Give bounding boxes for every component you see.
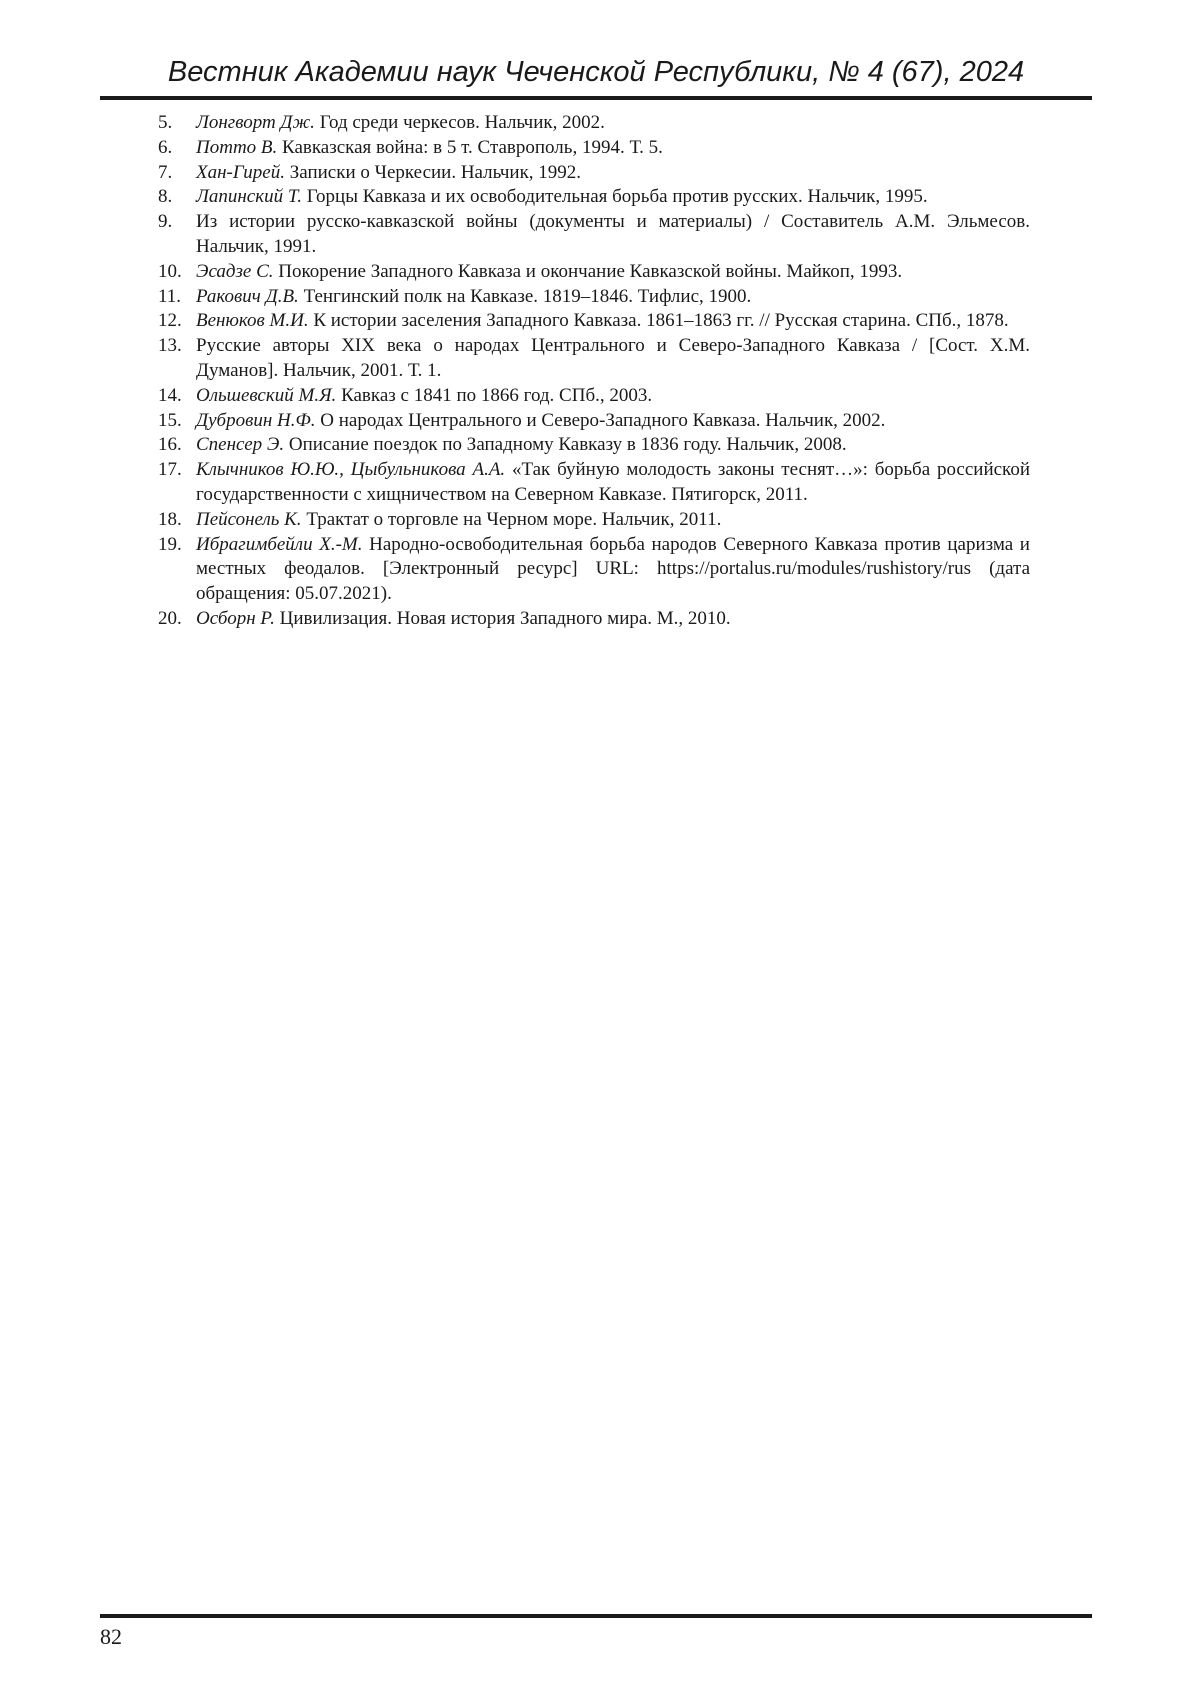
reference-item bbox=[158, 111, 1030, 136]
reference-item bbox=[158, 136, 1030, 161]
reference-text: Кавказ с 1841 по 1866 год. СПб., 2003. bbox=[336, 384, 653, 406]
reference-text: Описание поездок по Западному Кавказу в 1836 году. Нальчик, 2008. bbox=[284, 434, 847, 456]
reference-number: 7. bbox=[158, 161, 173, 183]
reference-author: Ольшевский М.Я. bbox=[196, 384, 337, 406]
reference-item bbox=[158, 384, 1030, 409]
header-divider bbox=[100, 96, 1092, 100]
journal-header-title: Вестник Академии наук Чеченской Республики, № 4 (67), 2024 bbox=[167, 56, 1025, 88]
reference-number: 6. bbox=[158, 136, 173, 158]
reference-number: 17. bbox=[158, 459, 182, 481]
reference-author: Эсадзе С. bbox=[196, 260, 274, 282]
reference-number: 9. bbox=[158, 211, 173, 233]
reference-text: К истории заселения Западного Кавказа. 1861–1863 гг. // Русская старина. СПб., 1878. bbox=[308, 310, 1009, 332]
reference-number: 13. bbox=[158, 335, 182, 357]
reference-list bbox=[158, 111, 1030, 632]
page-number: 82 bbox=[100, 1624, 122, 1649]
reference-text: Год среди черкесов. Нальчик, 2002. bbox=[314, 112, 605, 133]
reference-text: Горцы Кавказа и их освободительная борьба против русских. Нальчик, 1995. bbox=[301, 186, 928, 208]
reference-text: Покорение Западного Кавказа и окончание Кавказской войны. Майкоп, 1993. bbox=[273, 260, 903, 282]
reference-number: 19. bbox=[158, 533, 182, 555]
reference-text: О народах Центрального и Северо-Западного Кавказа. Нальчик, 2002. bbox=[315, 409, 886, 431]
reference-item bbox=[158, 210, 1030, 260]
reference-author: Венюков М.И. bbox=[196, 310, 309, 332]
reference-number: 20. bbox=[158, 607, 182, 629]
reference-number: 14. bbox=[158, 384, 182, 406]
reference-author: Потто В. bbox=[196, 136, 278, 158]
reference-item bbox=[158, 433, 1030, 458]
reference-author: Ракович Д.В. bbox=[196, 285, 299, 307]
reference-number: 15. bbox=[158, 409, 182, 431]
reference-number: 16. bbox=[158, 434, 182, 456]
reference-text: Кавказская война: в 5 т. Ставрополь, 1994. Т. 5. bbox=[277, 136, 663, 158]
reference-author: Клычников Ю.Ю., Цыбульникова А.А. bbox=[196, 459, 506, 481]
reference-item bbox=[158, 458, 1030, 508]
reference-text: «Так буйную молодость законы теснят…»: борьба российской государственности с хищничеством на Северном Кавказе. Пятигорск, 2011. bbox=[196, 459, 1030, 505]
reference-number: 12. bbox=[158, 310, 182, 332]
reference-item bbox=[158, 409, 1030, 434]
reference-author: Дубровин Н.Ф. bbox=[196, 409, 316, 431]
reference-item bbox=[158, 309, 1030, 334]
reference-author: Ибрагимбейли Х.-М. bbox=[196, 533, 363, 555]
reference-item bbox=[158, 334, 1030, 384]
reference-text: Русские авторы XIX века о народах Центрального и Северо-Западного Кавказа / [Сост. Х.М. Думанов]. Нальчик, 2001. Т. 1. bbox=[196, 335, 1030, 381]
reference-item bbox=[158, 185, 1030, 210]
reference-text: Трактат о торговле на Черном море. Нальчик, 2011. bbox=[301, 508, 722, 530]
reference-item bbox=[158, 161, 1030, 186]
reference-author: Лонгворт Дж. bbox=[196, 112, 315, 133]
reference-author: Хан-Гирей. bbox=[196, 161, 285, 183]
reference-number: 8. bbox=[158, 186, 173, 208]
reference-item bbox=[158, 285, 1030, 310]
reference-author: Спенсер Э. bbox=[196, 434, 285, 456]
reference-author: Пейсонель К. bbox=[196, 508, 302, 530]
reference-text: Тенгинский полк на Кавказе. 1819–1846. Тифлис, 1900. bbox=[298, 285, 752, 307]
reference-text: Цивилизация. Новая история Западного мира. М., 2010. bbox=[274, 607, 731, 629]
reference-number: 10. bbox=[158, 260, 182, 282]
reference-text: Из истории русско-кавказской войны (документы и материалы) / Составитель А.М. Эльмесов. Нальчик, 1991. bbox=[196, 211, 1030, 257]
reference-item bbox=[158, 508, 1030, 533]
reference-number: 18. bbox=[158, 508, 182, 530]
reference-item bbox=[158, 260, 1030, 285]
reference-author: Осборн Р. bbox=[196, 607, 275, 629]
reference-item bbox=[158, 607, 1030, 632]
reference-text: Народно-освободительная борьба народов Северного Кавказа против царизма и местных феодалов. [Электронный ресурс] URL: https://portalus.ru/modules/rushistory/rus (дата обращения: 05.07.2021). bbox=[196, 533, 1030, 605]
reference-text: Записки о Черкесии. Нальчик, 1992. bbox=[285, 161, 582, 183]
reference-number: 11. bbox=[158, 285, 182, 307]
reference-item bbox=[158, 533, 1030, 607]
reference-number: 5. bbox=[158, 112, 173, 133]
footer-divider bbox=[100, 1614, 1092, 1618]
reference-author: Лапинский Т. bbox=[196, 186, 302, 208]
